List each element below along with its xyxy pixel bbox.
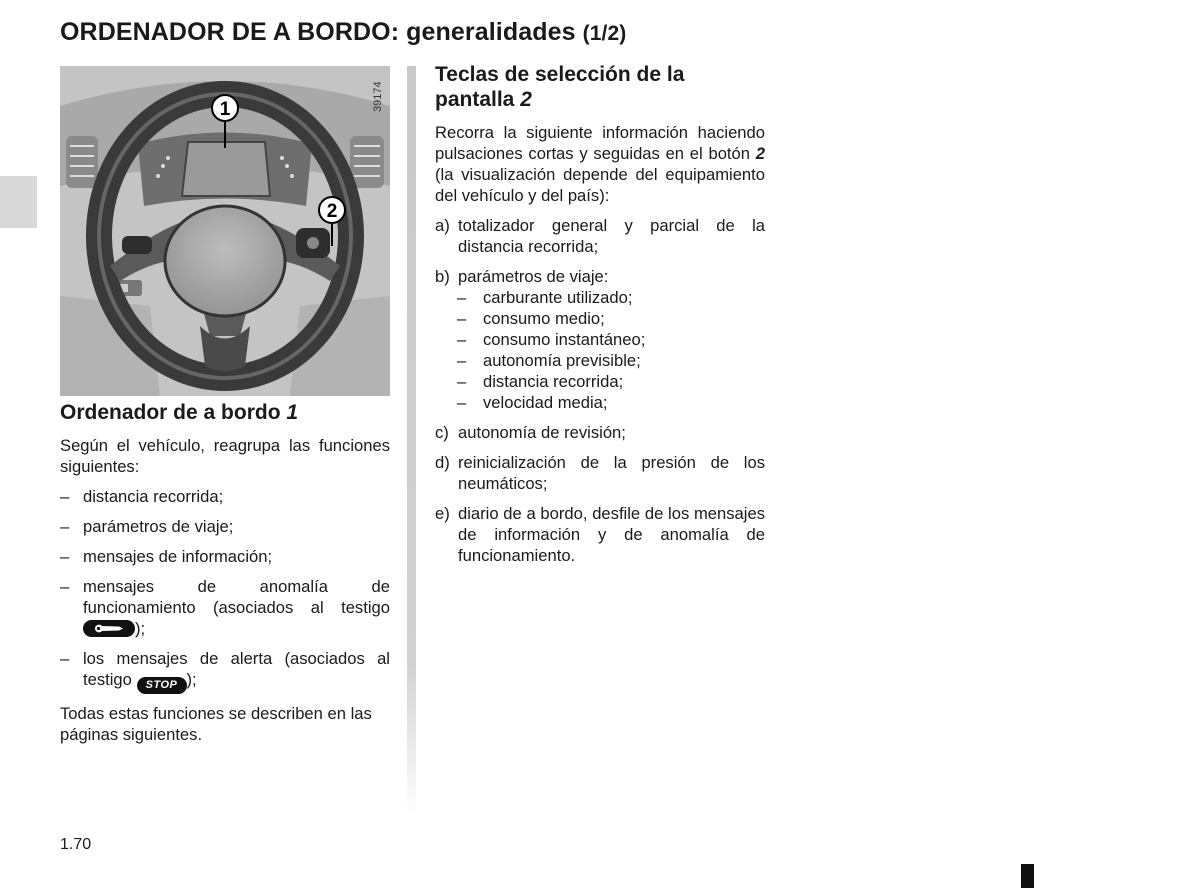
list-item (60, 546, 390, 567)
wrench-icon (83, 620, 135, 637)
sub-list-item-text: autonomía previsible; (483, 351, 641, 370)
list-letter: b) (435, 267, 450, 286)
selection-keys-heading-ref: 2 (520, 88, 532, 111)
dash-bullet: – (457, 372, 467, 391)
sub-list-item (435, 329, 765, 350)
list-item-text: autonomía de revisión; (458, 423, 626, 442)
list-item-text: los mensajes de alerta (asociados al testigo (83, 649, 390, 689)
sub-list-item (435, 392, 765, 413)
list-item-text: distancia recorrida; (83, 487, 224, 506)
selection-keys-heading-line2: pantalla (435, 88, 521, 111)
sub-list-item-text: carburante utilizado; (483, 288, 633, 307)
left-vent (66, 136, 98, 188)
list-item-text: mensajes de información; (83, 547, 273, 566)
list-item-text: reinicialización de la presión de los neumáticos; (458, 453, 765, 493)
list-item-text-end: ); (135, 619, 146, 638)
list-item-text: parámetros de viaje: (458, 267, 609, 286)
left-column (60, 400, 390, 745)
stop-icon: STOP (137, 677, 187, 694)
list-letter: a) (435, 216, 450, 235)
steering-wheel-drawing (60, 66, 390, 396)
page-title-main: ORDENADOR DE A BORDO: generalidades (60, 18, 576, 46)
trip-parameters-list (435, 287, 765, 413)
list-item-text-end: ); (186, 670, 197, 689)
list-letter: e) (435, 504, 450, 523)
list-item-text: totalizador general y parcial de la distancia recorrida; (458, 216, 765, 256)
selection-keys-heading-line1: Teclas de selección de la (435, 63, 685, 86)
list-item (60, 486, 390, 507)
list-item-b (435, 266, 765, 287)
left-intro: Según el vehículo, reagrupa las funciones siguientes: (60, 436, 390, 476)
steering-wheel-illustration (60, 66, 390, 396)
left-closing: Todas estas funciones se describen en las páginas siguientes. (60, 704, 372, 744)
corner-mark (1021, 864, 1034, 888)
dash-bullet: – (457, 288, 467, 307)
list-item (60, 516, 390, 537)
right-vent (350, 136, 384, 188)
dash-bullet: – (457, 393, 467, 412)
list-item (60, 576, 390, 639)
dash-bullet: – (60, 517, 70, 536)
sub-list-item-text: consumo instantáneo; (483, 330, 646, 349)
column-divider (407, 66, 416, 816)
onboard-computer-heading-text: Ordenador de a bordo (60, 401, 287, 424)
right-column (435, 62, 765, 566)
section-tab (0, 176, 37, 228)
list-item-text: diario de a bordo, desfile de los mensajes de información y de anomalía de funcionamiento. (458, 504, 765, 565)
right-intro-text: Recorra la siguiente información haciendo pulsaciones cortas y seguidas en el botón (435, 123, 765, 163)
list-item-e (435, 503, 765, 566)
list-item (60, 648, 390, 694)
dash-bullet: – (60, 649, 70, 668)
dash-bullet: – (457, 351, 467, 370)
page-title (60, 18, 626, 47)
list-letter: d) (435, 453, 450, 472)
list-letter: c) (435, 423, 449, 442)
onboard-computer-heading (60, 400, 390, 425)
right-intro-text-end: (la visualización depende del equipamiento del vehículo y del país): (435, 165, 765, 205)
dash-bullet: – (60, 487, 70, 506)
sub-list-item (435, 350, 765, 371)
sub-list-item-text: distancia recorrida; (483, 372, 624, 391)
sub-list-item (435, 287, 765, 308)
figure-reference: 39174 (372, 81, 384, 112)
page-title-sub: (1/2) (582, 22, 627, 45)
dash-bullet: – (457, 330, 467, 349)
list-item-d (435, 452, 765, 494)
dash-bullet: – (60, 547, 70, 566)
list-item-a (435, 215, 765, 257)
selection-keys-heading (435, 62, 765, 112)
list-item-text: mensajes de anomalía de funcionamiento (asociados al testigo (83, 577, 390, 617)
list-item-text: parámetros de viaje; (83, 517, 234, 536)
dash-bullet: – (457, 309, 467, 328)
list-item-c (435, 422, 765, 443)
dash-bullet: – (60, 577, 70, 596)
callout-2-label: 2 (326, 201, 338, 222)
right-intro-ref: 2 (755, 144, 765, 163)
page-number: 1.70 (60, 836, 92, 853)
sub-list-item (435, 371, 765, 392)
sub-list-item-text: velocidad media; (483, 393, 608, 412)
callout-1-label: 1 (219, 99, 231, 120)
sub-list-item (435, 308, 765, 329)
right-intro (435, 122, 765, 206)
onboard-computer-heading-ref: 1 (286, 401, 299, 424)
sub-list-item-text: consumo medio; (483, 309, 605, 328)
